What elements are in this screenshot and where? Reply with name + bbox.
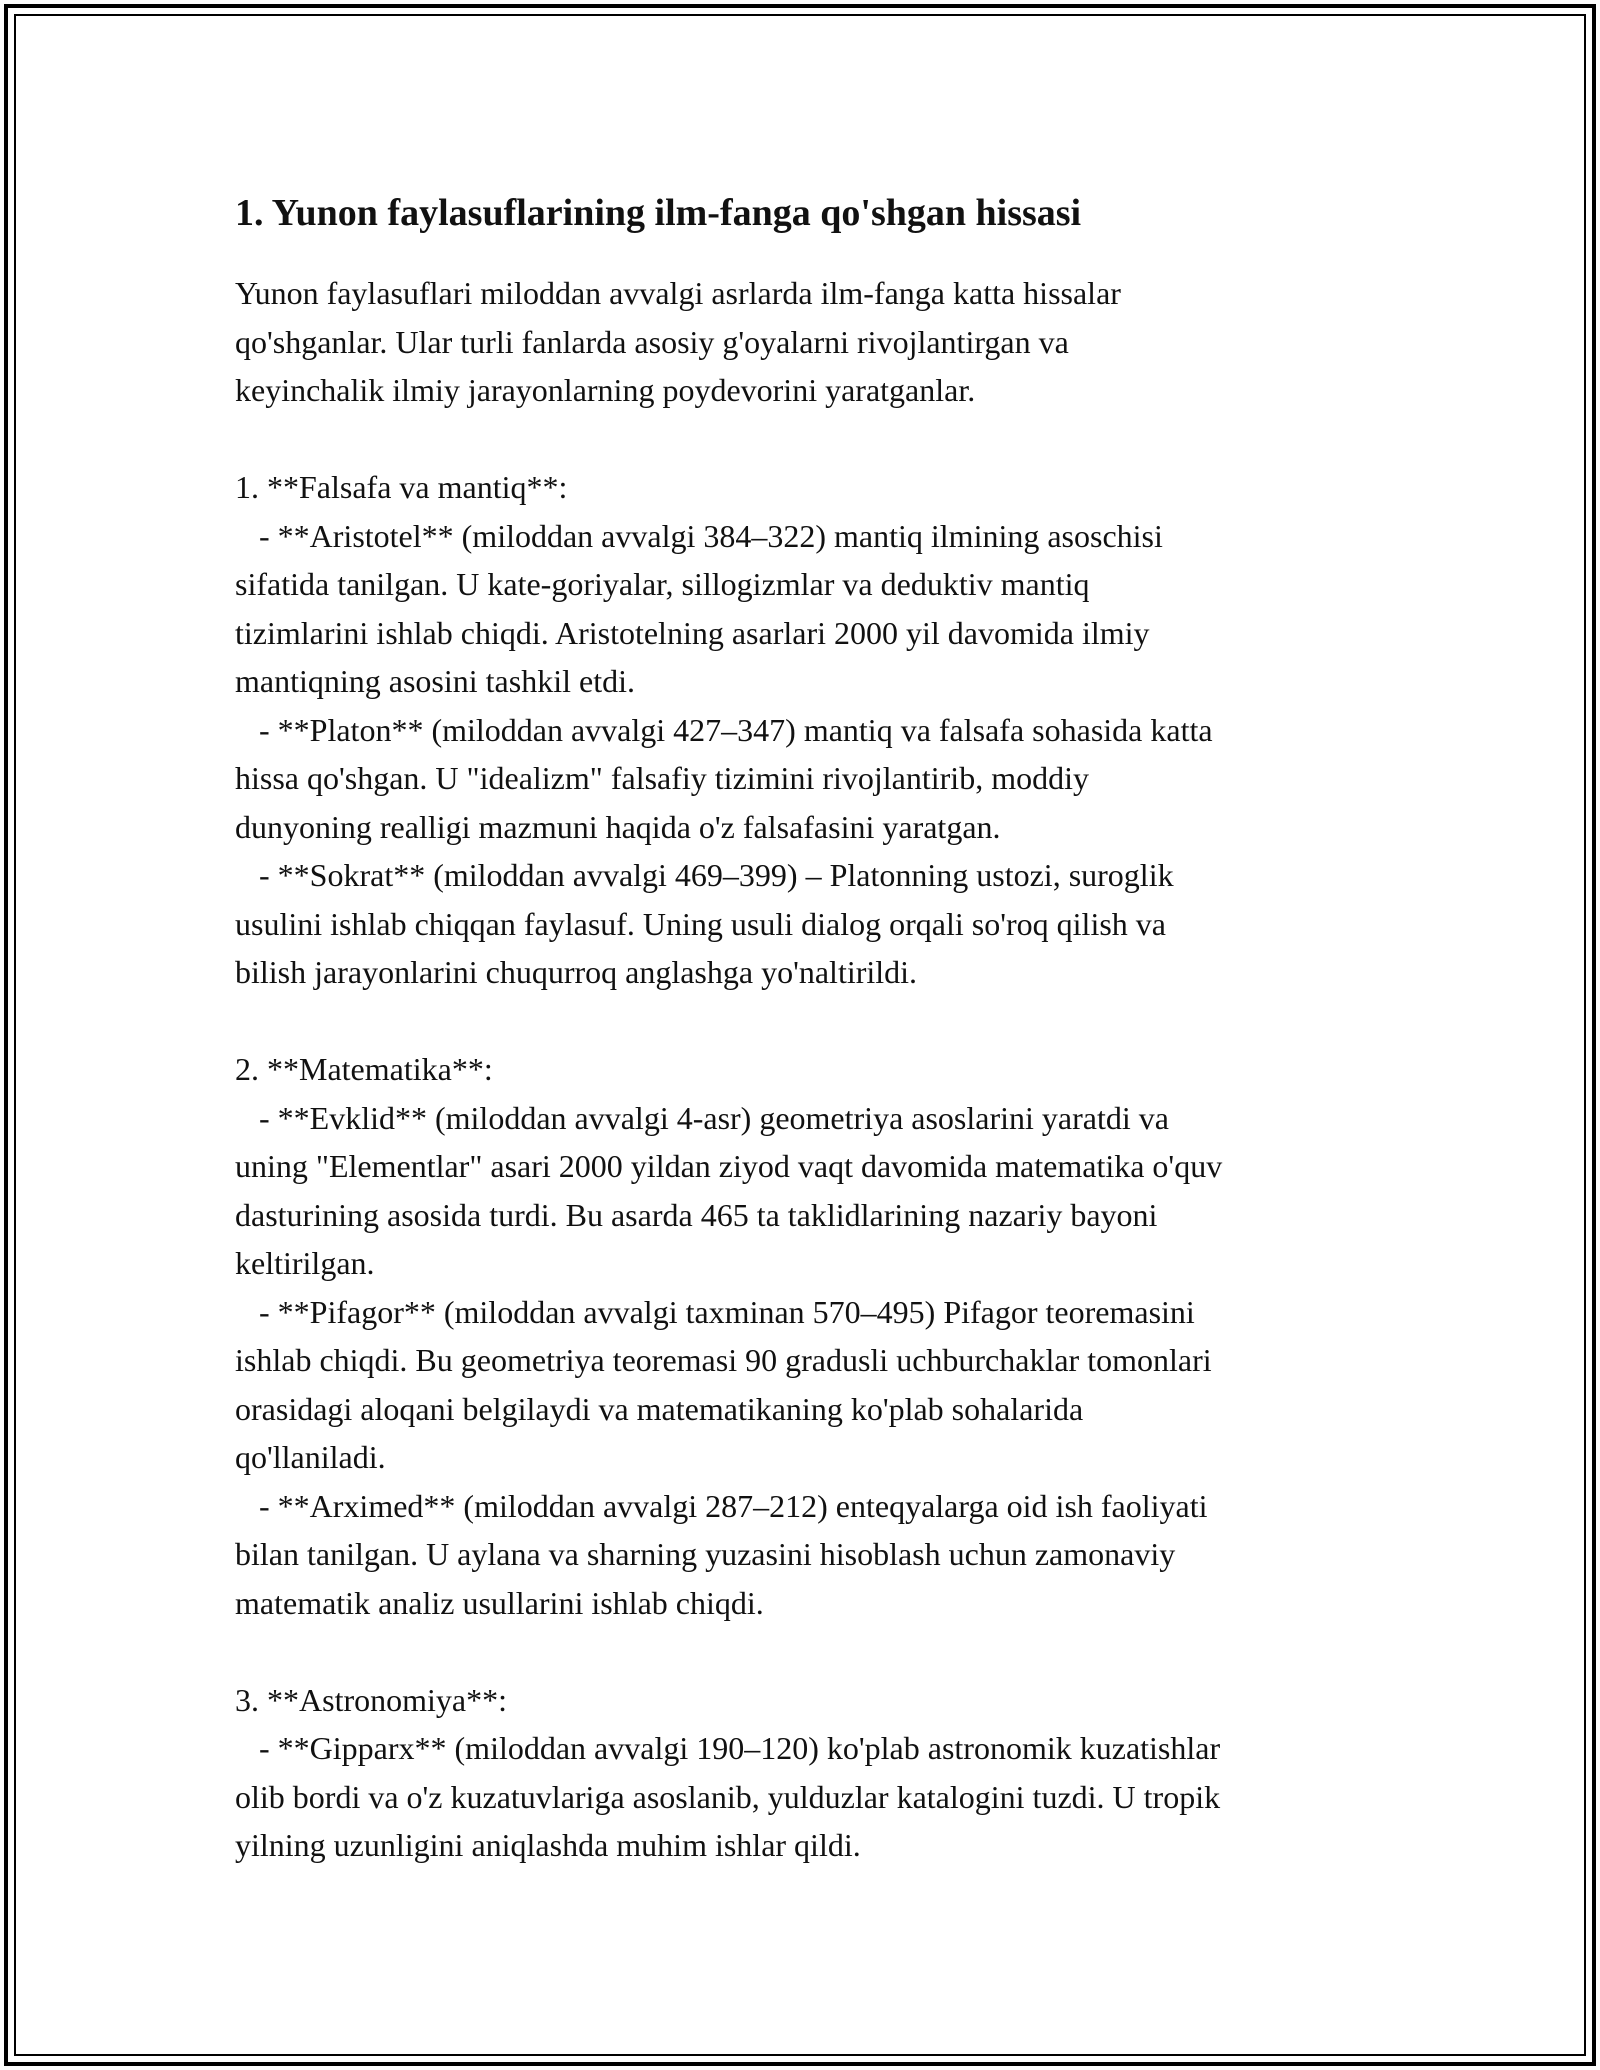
section-heading: 2. **Matematika**:	[235, 1051, 493, 1087]
list-item-pifagor: - **Pifagor** (miloddan avvalgi taxminan 570–495) Pifagor teoremasini ishlab chiqdi. Bu geometriya teoremasi 90 gradusli uchburchaklar tomonlari orasidagi aloqani belgilaydi va matematikaning ko'plab sohalarida qo'llaniladi.	[235, 1293, 1212, 1475]
intro-paragraph: Yunon faylasuflari miloddan avvalgi asrlarda ilm-fanga katta hissalar qo'shganlar. Ular turli fanlarda asosiy g'oyalarni rivojlantirgan va keyinchalik ilmiy jarayonlarning poydevorini yaratganlar.	[235, 275, 1121, 408]
section-philosophy-logic	[235, 463, 1375, 997]
paragraph-gap	[235, 997, 1375, 1046]
list-item-gipparx: - **Gipparx** (miloddan avvalgi 190–120) ko'plab astronomik kuzatishlar olib bordi va o'z kuzatuvlariga asoslanib, yulduzlar katalogini tuzdi. U tropik yilning uzunligini aniqlashda muhim ishlar qildi.	[235, 1730, 1221, 1863]
list-item-sokrat: - **Sokrat** (miloddan avvalgi 469–399) – Platonning ustozi, suroglik usulini ishlab chiqqan faylasuf. Uning usuli dialog orqali so'roq qilish va bilish jarayonlarini chuqurroq anglashga yo'naltirildi.	[235, 857, 1174, 990]
section-mathematics	[235, 1045, 1375, 1627]
list-item-arximed: - **Arximed** (miloddan avvalgi 287–212) enteqyalarga oid ish faoliyati bilan tanilgan. U aylana va sharning yuzasini hisoblash uchun zamonaviy matematik analiz usullarini ishlab chiqdi.	[235, 1487, 1208, 1621]
section-astronomy	[235, 1676, 1375, 1870]
document-body	[235, 185, 1375, 1870]
document-title: 1. Yunon faylasuflarining ilm-fanga qo'shgan hissasi	[235, 192, 1082, 234]
list-item-evklid: - **Evklid** (miloddan avvalgi 4-asr) geometriya asoslarini yaratdi va uning "Elementlar" asari 2000 yildan ziyod vaqt davomida matematika o'quv dasturining asosida turdi. Bu asarda 465 ta taklidlarining nazariy bayoni keltirilgan.	[235, 1099, 1223, 1281]
list-item-aristotel: - **Aristotel** (miloddan avvalgi 384–322) mantiq ilmining asoschisi sifatida tanilgan. U kate-goriyalar, sillogizmlar va deduktiv mantiq tizimlarini ishlab chiqdi. Aristotelning asarlari 2000 yil davomida ilmiy mantiqning asosini tashkil etdi.	[235, 517, 1163, 699]
section-heading: 1. **Falsafa va mantiq**:	[235, 469, 568, 505]
paragraph-gap	[235, 415, 1375, 464]
paragraph-gap	[235, 1627, 1375, 1676]
section-heading: 3. **Astronomiya**:	[235, 1681, 507, 1718]
list-item-platon: - **Platon** (miloddan avvalgi 427–347) mantiq va falsafa sohasida katta hissa qo'shgan. U "idealizm" falsafiy tizimini rivojlantirib, moddiy dunyoning realligi mazmuni haqida o'z falsafasini yaratgan.	[235, 711, 1213, 845]
